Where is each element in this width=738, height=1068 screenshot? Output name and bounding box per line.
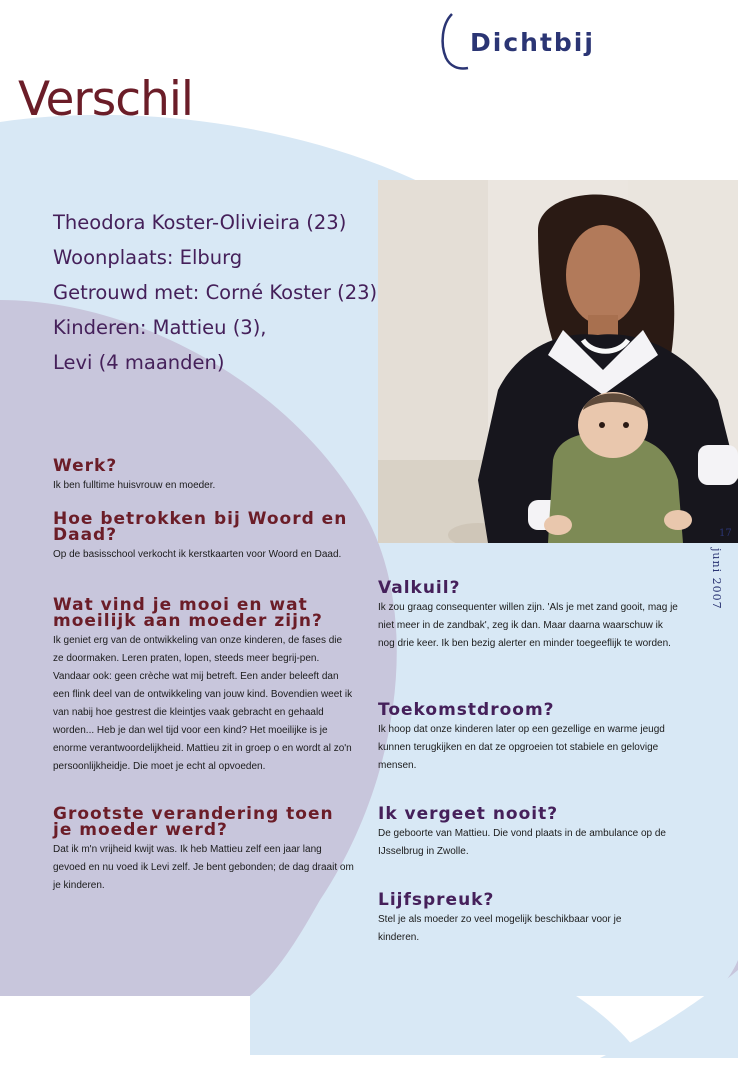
portrait-photo (378, 180, 738, 543)
question-answer: Dat ik m'n vrijheid kwijt was. Ik heb Mattieu zelf een jaar lang gevoed en nu voed ik Levi zelf. Je bent gebonden; de dag draait om je kinderen. (53, 844, 354, 891)
profile-residence: Woonplaats: Elburg (53, 246, 243, 269)
question-answer: Op de basisschool verkocht ik kerstkaarten voor Woord en Daad. (53, 549, 342, 560)
question-betrokken (53, 511, 353, 564)
question-answer: Ik zou graag consequenter willen zijn. 'Als je met zand gooit, mag je niet meer in de zandbak', zeg ik dan. Maar daarna waarschuw ik nog drie keer. Ik ben bezig alerter en minder toegeeflijk te worden. (378, 602, 678, 649)
question-answer: De geboorte van Mattieu. Die vond plaats in de ambulance op de IJsselbrug in Zwolle. (378, 828, 666, 857)
question-mooi-moeilijk (53, 597, 355, 776)
profile-info (53, 205, 377, 380)
page-title: Verschil (18, 72, 193, 127)
profile-name: Theodora Koster-Olivieira (23) (53, 211, 347, 234)
question-werk (53, 458, 358, 495)
mother-baby-photo-icon (378, 180, 738, 543)
question-answer: Ik hoop dat onze kinderen later op een gezellige en warme jeugd kunnen terugkijken en dat ze opgroeien tot stabiele en gelovige mensen. (378, 724, 665, 771)
question-heading: Wat vind je mooi en wat moeilijk aan moeder zijn? (53, 595, 323, 631)
question-vergeet-nooit (378, 806, 678, 861)
brand-logo-text: Dichtbij (470, 28, 595, 57)
question-valkuil (378, 580, 678, 653)
question-answer: Stel je als moeder zo veel mogelijk beschikbaar voor je kinderen. (378, 914, 622, 943)
question-heading: Toekomstdroom? (378, 700, 555, 720)
question-heading: Valkuil? (378, 578, 461, 598)
issue-date: juni 2007 (710, 548, 723, 610)
question-heading: Hoe betrokken bij Woord en Daad? (53, 509, 348, 545)
question-heading: Grootste verandering toen je moeder werd? (53, 804, 334, 840)
question-toekomstdroom (378, 702, 680, 775)
question-answer: Ik geniet erg van de ontwikkeling van onze kinderen, de fases die ze doormaken. Leren praten, lopen, steeds meer begrij-pen. Vandaar ook: geen crèche wat mij betreft. Een ander beleeft dan een flink deel van de ontwikkeling van jouw kind. Bovendien weet ik van nabij hoe gestrest die kleintjes vaak gebracht en gehaald worden... Heb je dan wel tijd voor een kind? Het moeilijke is je enorme verantwoordelijkheid. Mattieu zit in groep o en wordt al zo'n persoonlijkheidje. Die moet je echt al opvoeden. (53, 635, 353, 772)
question-answer: Ik ben fulltime huisvrouw en moeder. (53, 480, 216, 491)
question-heading: Werk? (53, 456, 118, 476)
question-verandering (53, 806, 355, 895)
profile-married: Getrouwd met: Corné Koster (23) (53, 281, 378, 304)
page-number: 17 (719, 528, 732, 539)
question-lijfspreuk (378, 892, 636, 947)
question-heading: Lijfspreuk? (378, 890, 495, 910)
question-heading: Ik vergeet nooit? (378, 804, 559, 824)
profile-children-2: Levi (4 maanden) (53, 351, 225, 374)
profile-children: Kinderen: Mattieu (3), (53, 316, 267, 339)
